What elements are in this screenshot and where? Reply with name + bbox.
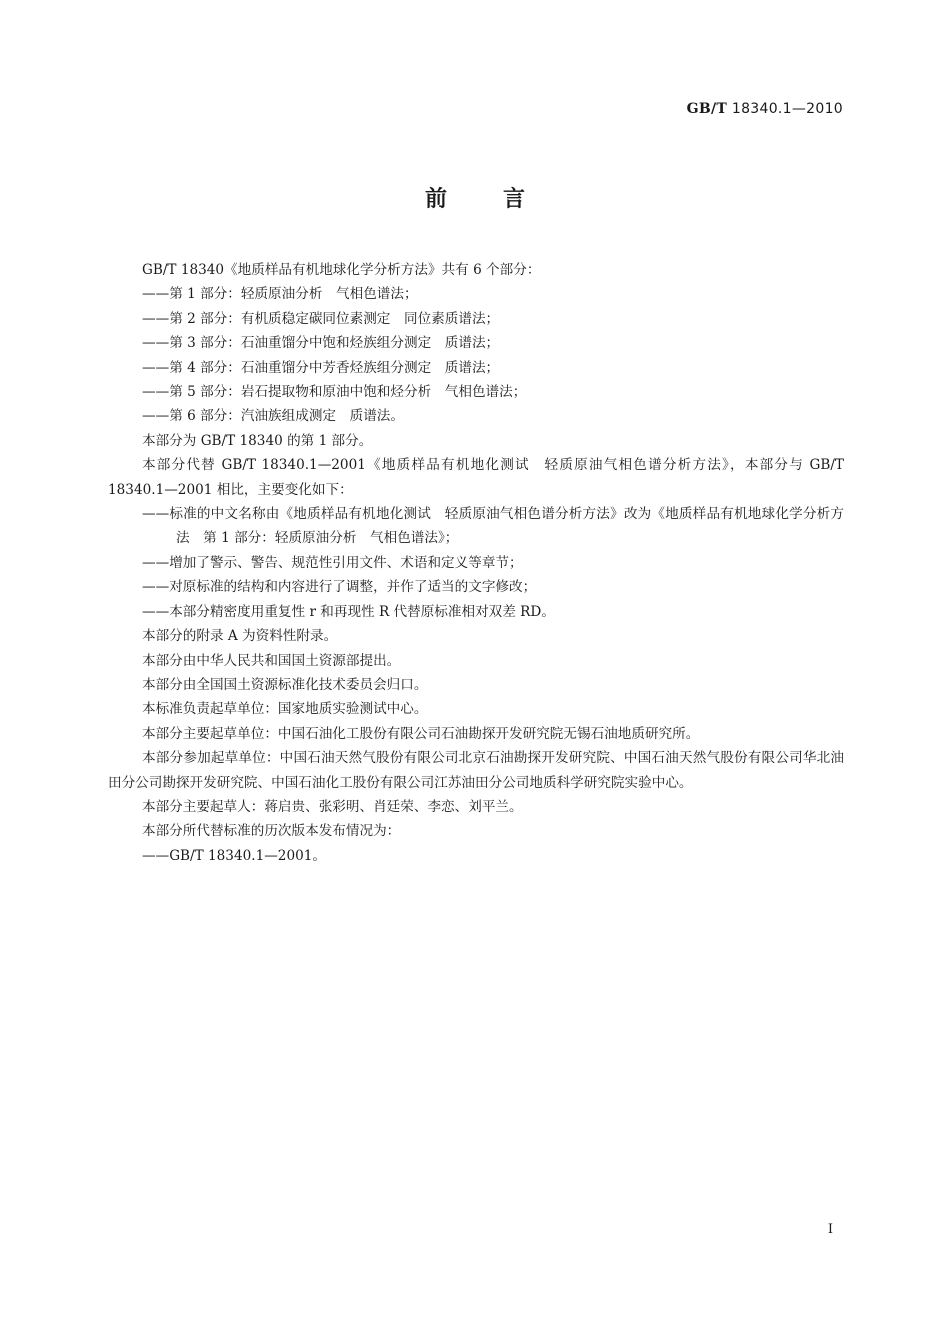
paragraph: 本部分由全国国土资源标准化技术委员会归口。 — [142, 676, 428, 693]
standard-code-prefix: GB/T — [686, 101, 728, 117]
paragraph: 本部分主要起草单位：中国石油化工股份有限公司石油勘探开发研究院无锡石油地质研究所。 — [142, 725, 700, 742]
list-item: ——第 1 部分：轻质原油分析 气相色谱法； — [142, 286, 418, 303]
paragraph: 本标准负责起草单位：国家地质实验测试中心。 — [142, 701, 428, 718]
paragraph: 本部分所代替标准的历次版本发布情况为： — [142, 823, 401, 840]
paragraph: GB/T 18340《地质样品有机地球化学分析方法》共有 6 个部分： — [142, 262, 541, 278]
paragraph: 本部分为 GB/T 18340 的第 1 部分。 — [142, 432, 373, 449]
list-item: ——第 6 部分：汽油族组成测定 质谱法。 — [142, 408, 404, 425]
list-item: ——第 4 部分：石油重馏分中芳香烃族组分测定 质谱法； — [142, 359, 500, 376]
paragraph: 本部分的附录 A 为资料性附录。 — [142, 628, 338, 645]
foreword-body — [108, 258, 844, 868]
list-item: ——增加了警示、警告、规范性引用文件、术语和定义等章节； — [142, 554, 523, 571]
paragraph: 本部分参加起草单位：中国石油天然气股份有限公司北京石油勘探开发研究院、中国石油天然气股份有限公司华北油田分公司勘探开发研究院、中国石油化工股份有限公司江苏油田分公司地质科学研究院实验中心。 — [108, 750, 844, 791]
paragraph: 本部分主要起草人：蒋启贵、张彩明、肖廷荣、李恋、刘平兰。 — [142, 798, 523, 815]
paragraph: 本部分代替 GB/T 18340.1—2001《地质样品有机地化测试 轻质原油气相色谱分析方法》，本部分与 GB/T 18340.1—2001 相比，主要变化如下： — [108, 457, 844, 498]
list-item: ——第 3 部分：石油重馏分中饱和烃族组分测定 质谱法； — [142, 335, 500, 352]
list-item: ——对原标准的结构和内容进行了调整，并作了适当的文字修改； — [142, 579, 537, 596]
paragraph: 本部分由中华人民共和国国土资源部提出。 — [142, 652, 401, 669]
standard-code-number: 18340.1—2010 — [727, 101, 843, 117]
list-item: ——第 5 部分：岩石提取物和原油中饱和烃分析 气相色谱法； — [142, 384, 527, 401]
list-item: ——本部分精密度用重复性 r 和再现性 R 代替原标准相对双差 RD。 — [142, 603, 555, 620]
standard-code — [687, 101, 843, 117]
list-item: ——标准的中文名称由《地质样品有机地化测试 轻质原油气相色谱分析方法》改为《地质样品有机地球化学分析方法 第 1 部分：轻质原油分析 气相色谱法》； — [142, 506, 844, 547]
page-title: 前言 — [424, 187, 581, 212]
list-item: ——GB/T 18340.1—2001。 — [142, 847, 327, 864]
list-item: ——第 2 部分：有机质稳定碳同位素测定 同位素质谱法； — [142, 310, 500, 327]
page-number: I — [827, 1222, 833, 1237]
